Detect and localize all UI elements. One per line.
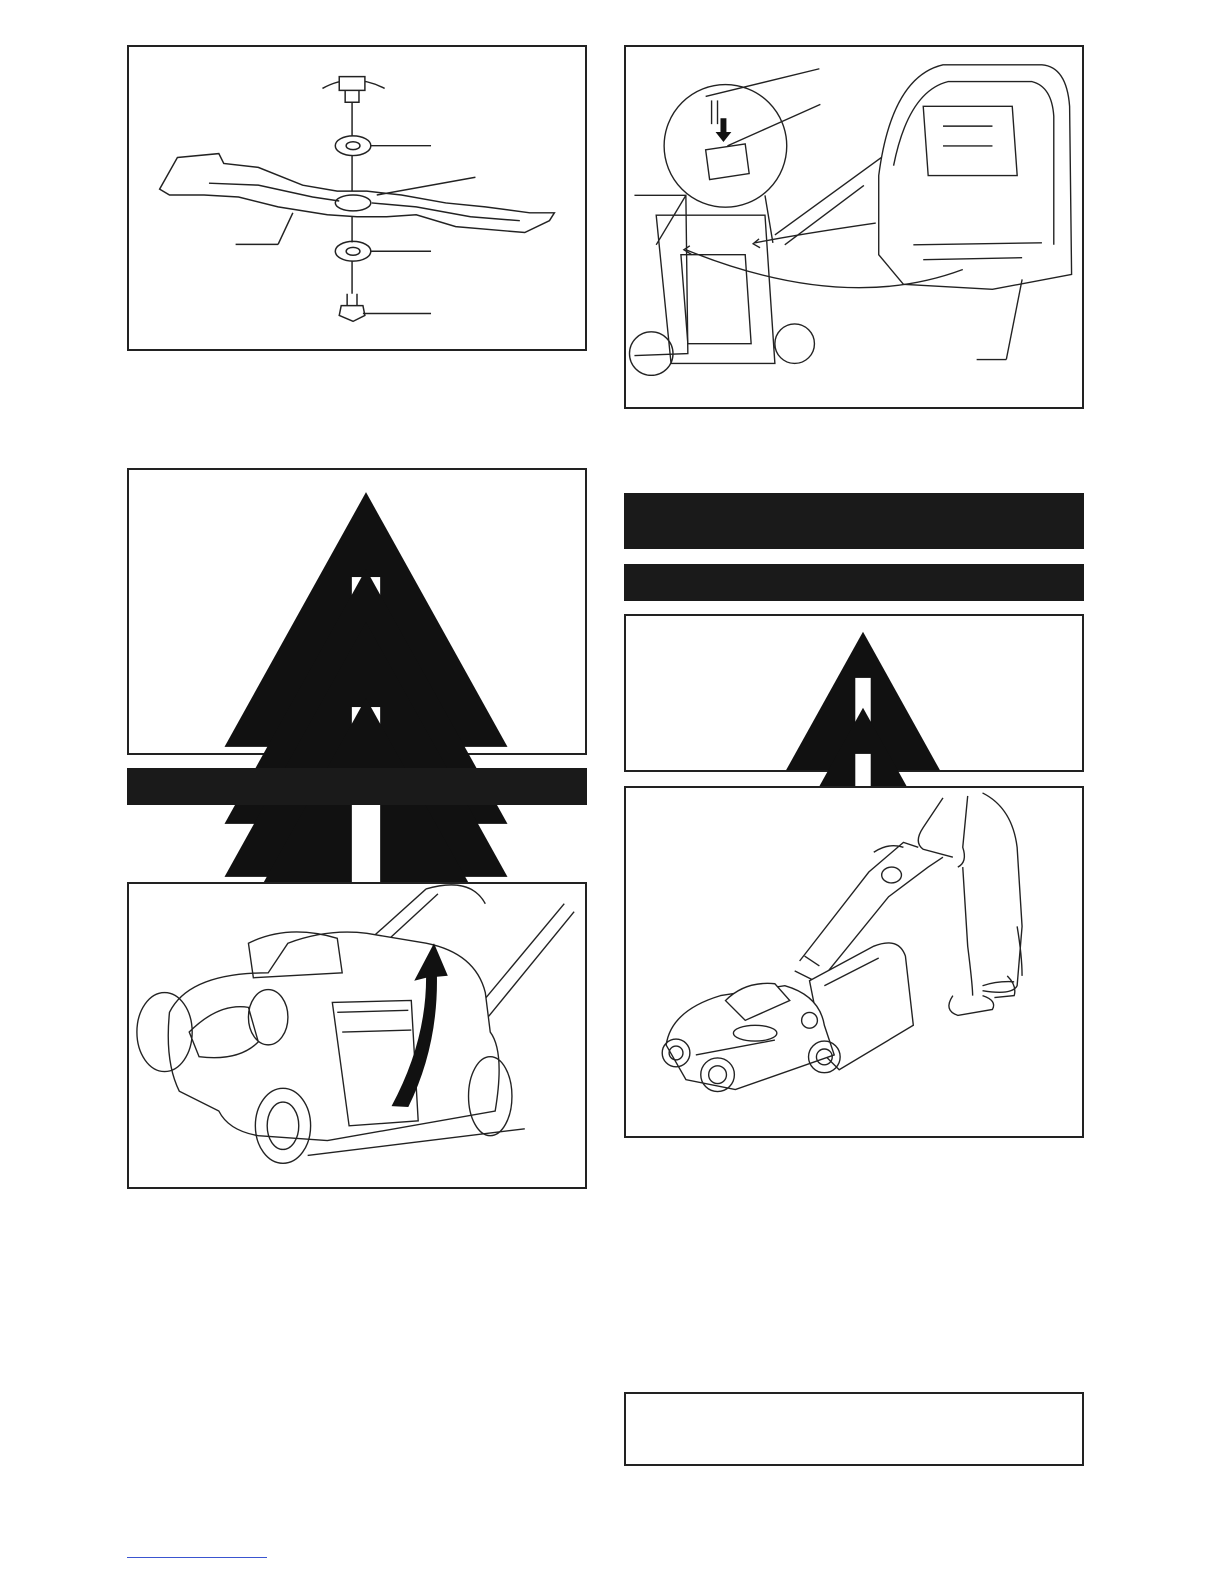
- footer-rule: [127, 1557, 267, 1558]
- figure-operator-mowing: [624, 786, 1084, 1138]
- section-heading-bar-right-main: [624, 493, 1084, 549]
- warning-box-right: [624, 614, 1084, 772]
- figure-rear-flap-lift: [127, 882, 587, 1189]
- section-heading-bar-left: [127, 768, 587, 805]
- figure-blade-assembly: [127, 45, 587, 351]
- section-heading-bar-right-sub: [624, 564, 1084, 601]
- warning-box-left: [127, 468, 587, 755]
- grass-catcher-hook-illustration: [626, 47, 1082, 407]
- rear-flap-arrow-illustration: [129, 884, 585, 1187]
- note-box-bottom: [624, 1392, 1084, 1466]
- blade-exploded-view-illustration: [129, 47, 585, 349]
- figure-grass-catcher-attach: [624, 45, 1084, 409]
- person-pushing-mower-illustration: [626, 788, 1082, 1136]
